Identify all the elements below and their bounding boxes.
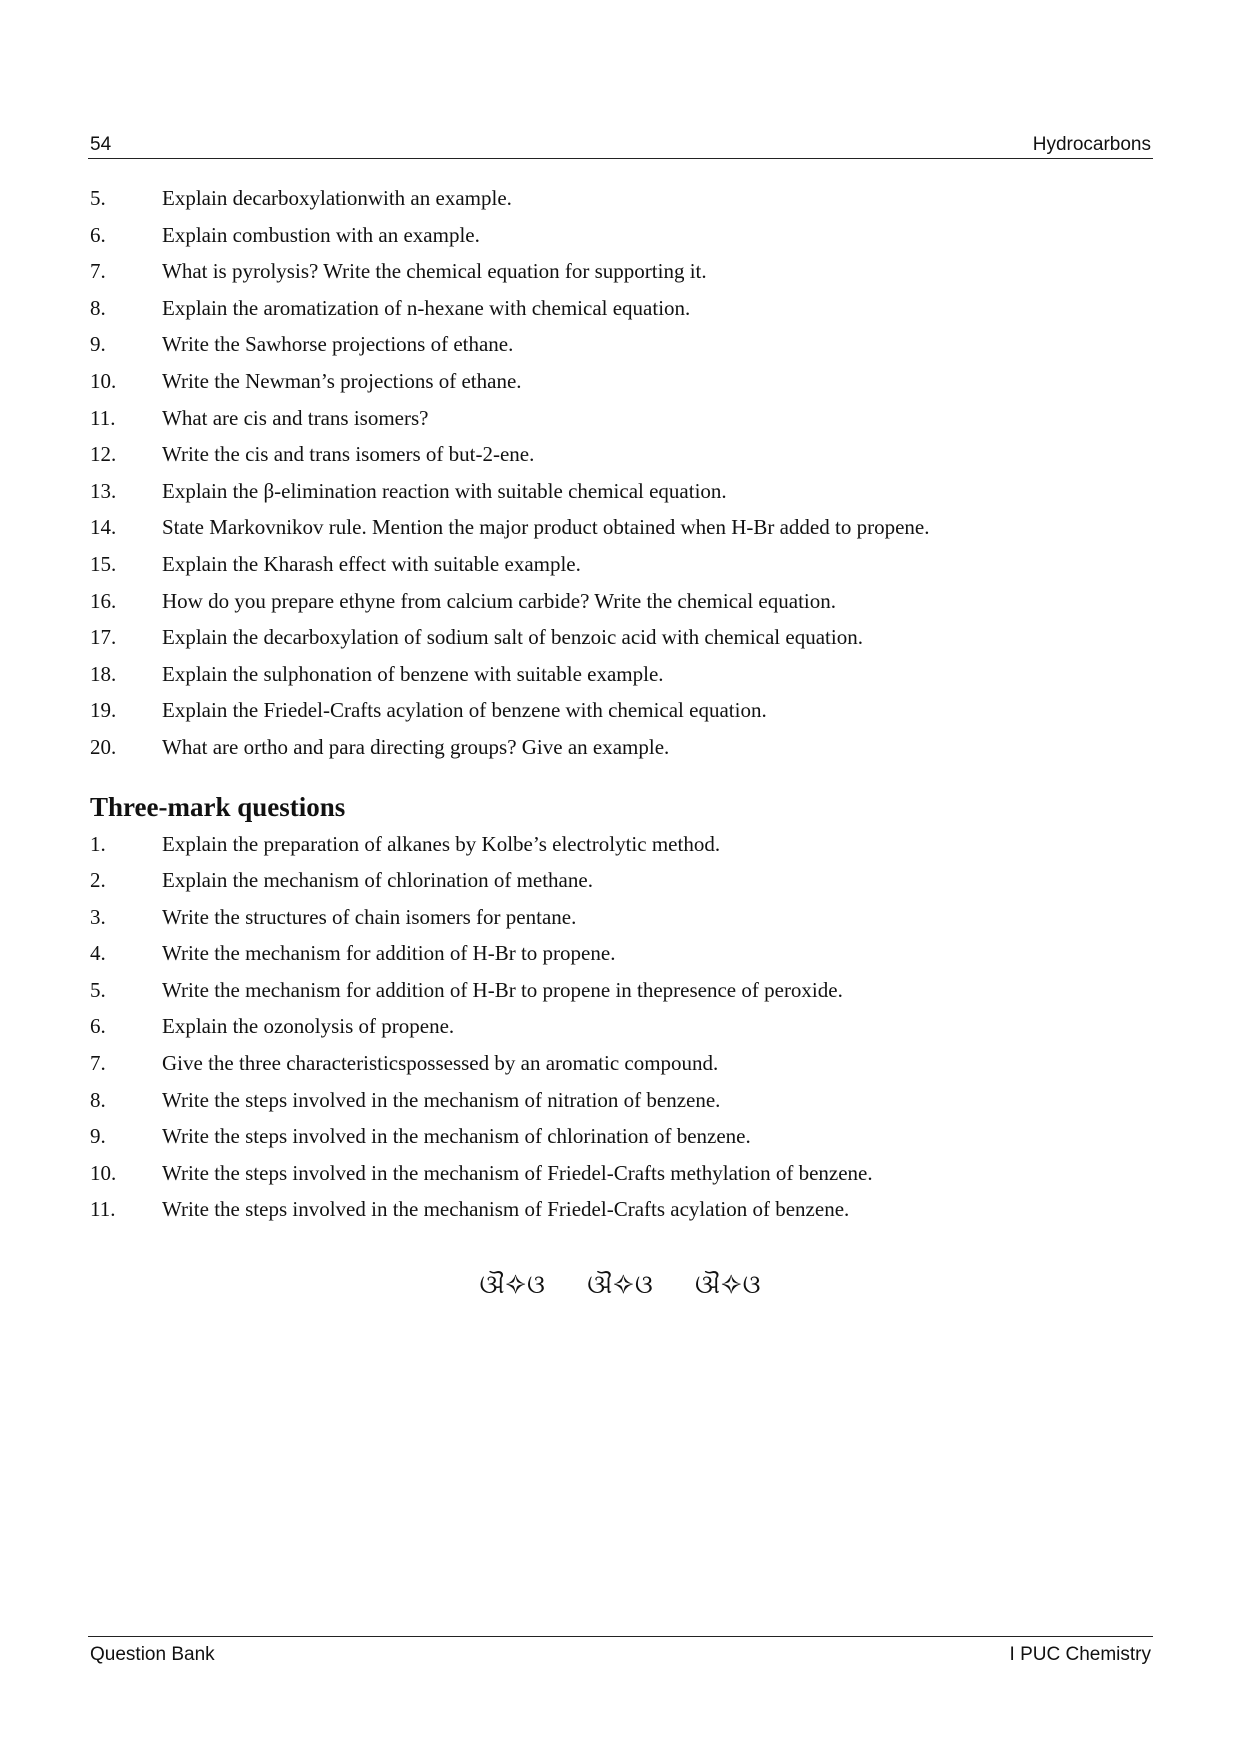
question-text: Explain decarboxylationwith an example. (162, 186, 512, 210)
ornament-glyph: ଔ✧ଓ (695, 1270, 762, 1300)
question-number: 15. (90, 551, 117, 576)
question-number: 5. (90, 186, 106, 210)
question-number: 13. (90, 478, 117, 503)
question-text: Write the structures of chain isomers for pentane. (162, 904, 577, 929)
question-item (88, 692, 1153, 729)
question-text: Explain the ozonolysis of propene. (162, 1014, 455, 1039)
question-number: 12. (90, 442, 117, 467)
question-text: Explain the Friedel-Crafts acylation of benzene with chemical equation. (162, 698, 767, 723)
question-text: Give the three characteristicspossessed by an aromatic compound. (162, 1051, 719, 1076)
question-item (88, 1118, 1153, 1155)
footer-course-title: I PUC Chemistry (1009, 1644, 1151, 1665)
question-number: 8. (90, 295, 106, 320)
page-number: 54 (90, 134, 112, 155)
question-number: 19. (90, 698, 117, 723)
question-item (88, 363, 1153, 400)
question-text: Write the steps involved in the mechanism of Friedel-Crafts methylation of benzene. (162, 1160, 873, 1185)
question-number: 11. (90, 405, 116, 430)
question-item (88, 935, 1153, 972)
question-text: Explain the preparation of alkanes by Kolbe’s electrolytic method. (162, 831, 721, 856)
two-mark-question-list (88, 180, 1153, 766)
question-number: 2. (90, 868, 106, 893)
question-text: Write the mechanism for addition of H-Br to propene in thepresence of peroxide. (162, 977, 843, 1002)
question-number: 8. (90, 1087, 106, 1112)
question-number: 9. (90, 1124, 106, 1149)
question-number: 18. (90, 661, 117, 686)
question-text: What are cis and trans isomers? (162, 405, 429, 430)
question-number: 1. (90, 831, 106, 856)
question-item (88, 729, 1153, 766)
question-number: 20. (90, 734, 117, 759)
question-text: Explain the decarboxylation of sodium salt of benzoic acid with chemical equation. (162, 625, 863, 650)
question-item (88, 656, 1153, 693)
question-number: 16. (90, 588, 117, 613)
question-text: How do you prepare ethyne from calcium carbide? Write the chemical equation. (162, 588, 836, 613)
question-text: Write the steps involved in the mechanism of chlorination of benzene. (162, 1124, 751, 1149)
question-item (88, 253, 1153, 290)
question-item (88, 1082, 1153, 1119)
three-mark-heading: Three-mark questions (90, 791, 346, 822)
question-number: 17. (90, 625, 117, 650)
question-item (88, 619, 1153, 656)
question-item (88, 290, 1153, 327)
question-number: 5. (90, 977, 106, 1002)
question-text: Explain the mechanism of chlorination of methane. (162, 868, 593, 893)
question-item (88, 473, 1153, 510)
footer-book-title: Question Bank (90, 1644, 215, 1665)
question-item (88, 436, 1153, 473)
question-item (88, 1045, 1153, 1082)
question-text: What are ortho and para directing groups? Give an example. (162, 734, 670, 759)
question-number: 6. (90, 222, 106, 247)
question-item (88, 1191, 1153, 1228)
question-item (88, 1155, 1153, 1192)
question-number: 3. (90, 904, 106, 929)
question-item (88, 862, 1153, 899)
question-text: What is pyrolysis? Write the chemical equation for supporting it. (162, 259, 707, 284)
question-number: 6. (90, 1014, 106, 1039)
page-header (88, 132, 1153, 159)
question-item (88, 509, 1153, 546)
question-number: 4. (90, 941, 106, 966)
question-number: 7. (90, 259, 106, 284)
three-mark-question-list (88, 826, 1153, 1229)
question-item (88, 583, 1153, 620)
question-item (88, 826, 1153, 863)
ornament-glyph: ଔ✧ଓ (479, 1270, 546, 1300)
page-footer (88, 1636, 1153, 1667)
question-text: Write the Sawhorse projections of ethane. (162, 332, 514, 357)
ornament-glyph: ଔ✧ଓ (587, 1270, 654, 1300)
question-item (88, 180, 1153, 217)
question-number: 11. (90, 1197, 116, 1222)
question-text: Explain the aromatization of n-hexane with chemical equation. (162, 295, 691, 320)
question-number: 9. (90, 332, 106, 357)
question-text: Write the steps involved in the mechanism of nitration of benzene. (162, 1087, 721, 1112)
question-item (88, 400, 1153, 437)
question-number: 7. (90, 1051, 106, 1076)
end-of-section-ornament (0, 1270, 1241, 1301)
question-number: 10. (90, 1160, 117, 1185)
question-text: Write the Newman’s projections of ethane. (162, 368, 522, 393)
question-text: Explain the sulphonation of benzene with suitable example. (162, 661, 664, 686)
page-content (88, 180, 1153, 1228)
question-number: 10. (90, 368, 117, 393)
question-item (88, 217, 1153, 254)
question-item (88, 899, 1153, 936)
question-item (88, 972, 1153, 1009)
question-text: Explain the Kharash effect with suitable example. (162, 551, 581, 576)
question-text: State Markovnikov rule. Mention the major product obtained when H-Br added to propene. (162, 515, 930, 540)
question-item (88, 546, 1153, 583)
question-text: Explain combustion with an example. (162, 222, 480, 247)
question-text: Explain the β-elimination reaction with suitable chemical equation. (162, 478, 727, 503)
question-item (88, 326, 1153, 363)
question-item (88, 1008, 1153, 1045)
question-text: Write the steps involved in the mechanism of Friedel-Crafts acylation of benzene. (162, 1197, 850, 1222)
question-number: 14. (90, 515, 117, 540)
chapter-title: Hydrocarbons (1032, 134, 1151, 155)
question-text: Write the cis and trans isomers of but-2-ene. (162, 442, 535, 467)
question-text: Write the mechanism for addition of H-Br to propene. (162, 941, 616, 966)
